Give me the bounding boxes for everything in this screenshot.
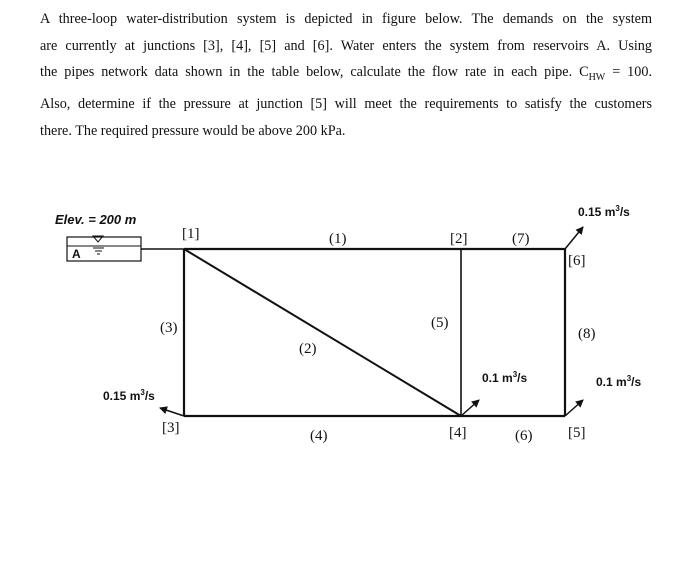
- pipe-2: [184, 249, 461, 416]
- demand-arrow-j6: [565, 227, 583, 249]
- pipe-3-label: (3): [160, 320, 178, 336]
- demand-arrow-j3: [160, 408, 184, 416]
- junction-5-label: [5]: [568, 425, 586, 441]
- chw-value: = 100.: [605, 64, 652, 80]
- junction-1-label: [1]: [182, 226, 200, 242]
- pipe-4-label: (4): [310, 428, 328, 444]
- reservoir-label: A: [72, 247, 81, 261]
- elevation-label: Elev. = 200 m: [55, 212, 137, 227]
- problem-line-5: there. The required pressure would be above 200 kPa.: [40, 122, 346, 139]
- pipe-8-label: (8): [578, 326, 596, 342]
- demand-label-j4: 0.1 $m^3/s$: [482, 370, 528, 385]
- junction-6-label: [6]: [568, 253, 586, 269]
- pipe-6-label: (6): [515, 428, 533, 444]
- demand-label-j3: 0.15 $m^3/s$: [103, 388, 155, 403]
- pipe-5-label: (5): [431, 315, 449, 331]
- problem-line-2: are currently at junctions [3], [4], [5] and [6]. Water enters the system from reservoirs A. Using: [40, 37, 652, 54]
- problem-line-3-text: the pipes network data shown in the table below, calculate the flow rate in each pipe. C: [40, 64, 589, 80]
- demand-arrow-j5: [565, 400, 583, 416]
- reservoir-a: [67, 236, 184, 261]
- demand-label-j6: 0.15 $m^3/s$: [578, 204, 630, 219]
- junction-2-label: [2]: [450, 231, 468, 247]
- junction-4-label: [4]: [449, 425, 467, 441]
- problem-line-4: Also, determine if the pressure at junction [5] will meet the requirements to satisfy the customers: [40, 96, 652, 113]
- chw-subscript: HW: [588, 71, 606, 83]
- demand-label-j5: 0.1 $m^3/s$: [596, 374, 642, 389]
- problem-line-1: A three-loop water-distribution system is depicted in figure below. The demands on the system: [40, 11, 652, 27]
- pipe-7-label: (7): [512, 231, 530, 247]
- demand-arrow-j4: [461, 400, 479, 416]
- pipe-2-label: (2): [299, 341, 317, 357]
- pipe-1-label: (1): [329, 231, 347, 247]
- junction-3-label: [3]: [162, 420, 180, 436]
